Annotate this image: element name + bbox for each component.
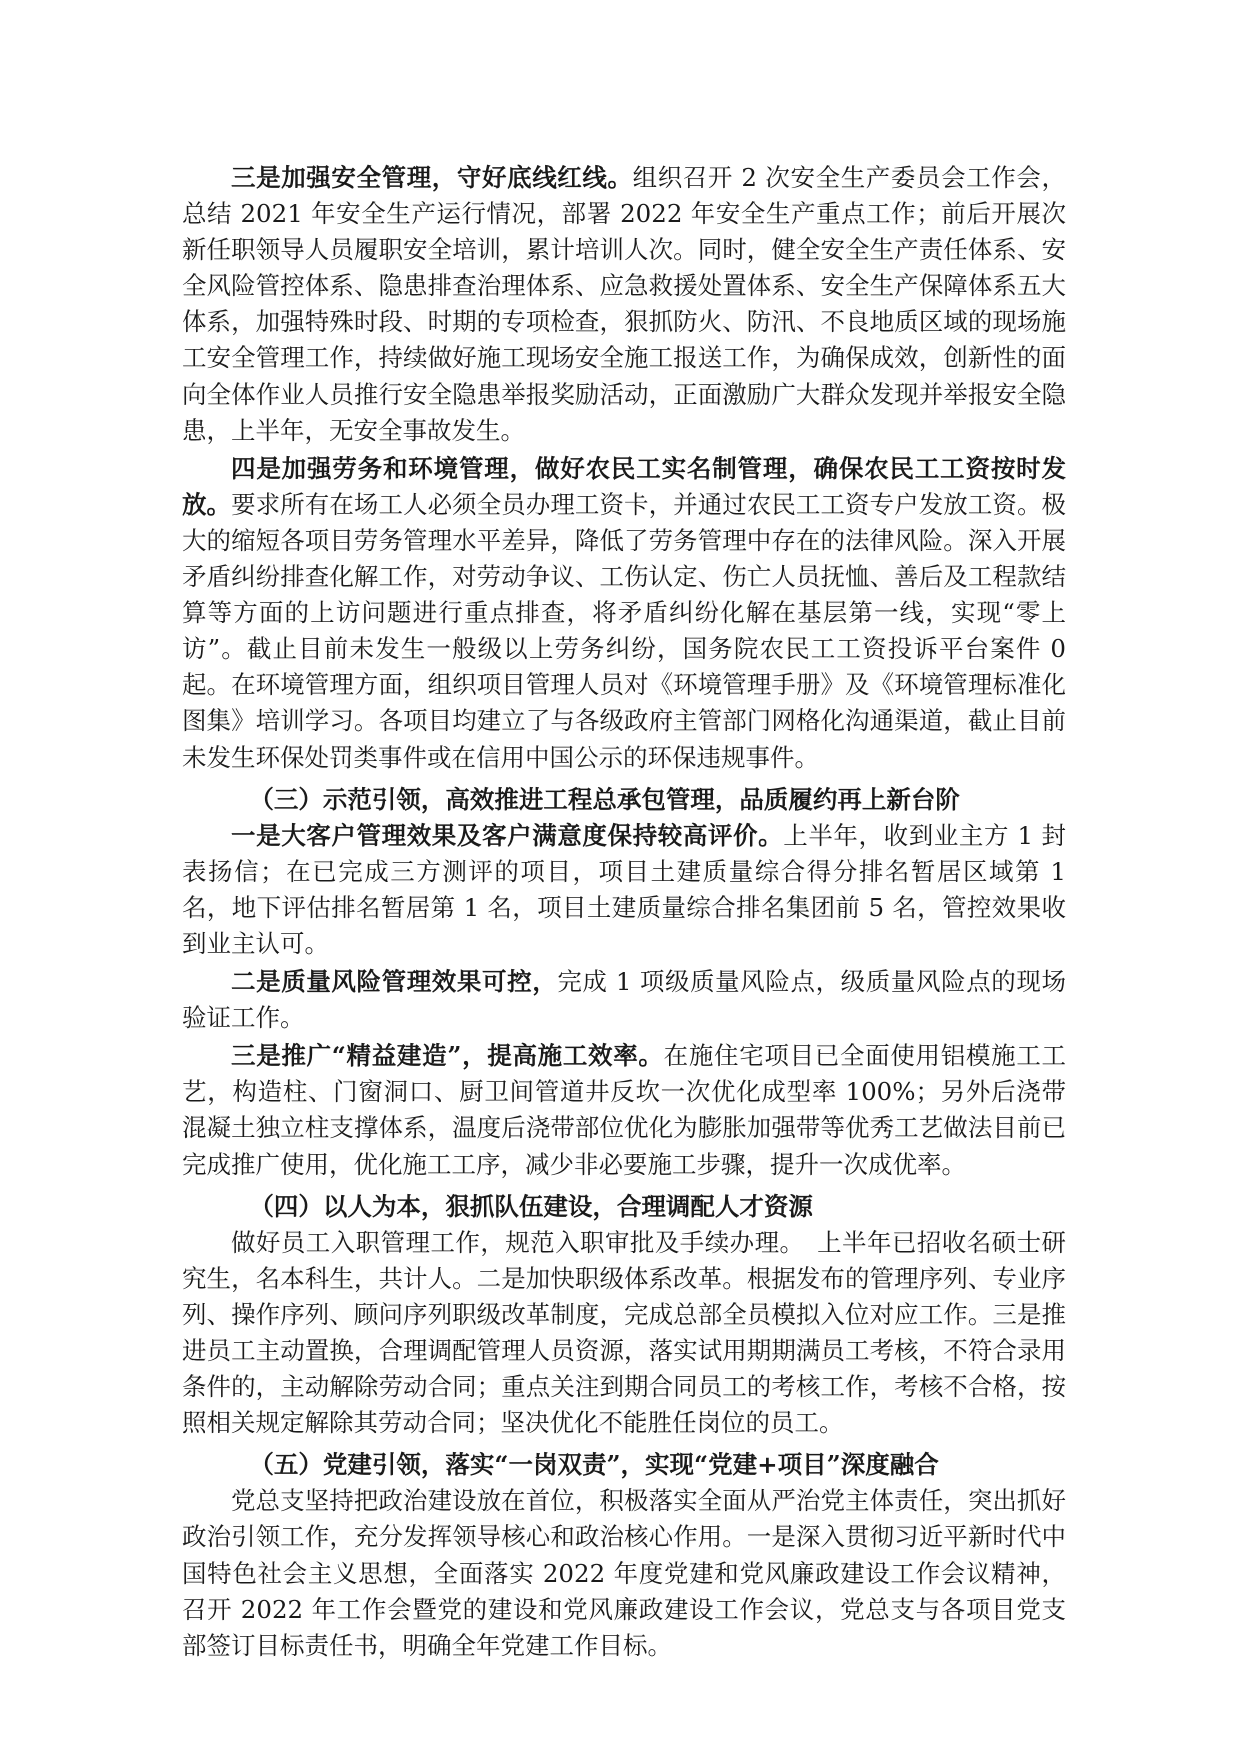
paragraph-quality-risk (182, 964, 1066, 1036)
paragraph-lead: 二是质量风险管理效果可控， (231, 967, 558, 997)
paragraph-lead: 四是加强劳务和环境管理，做好农民工实名制管理，确保农民工工资按时发放。 (182, 453, 1066, 519)
paragraph-lean-construction (182, 1038, 1066, 1182)
paragraph-staff-onboarding (182, 1225, 1066, 1442)
paragraph-body: 组织召开 2 次安全生产委员会工作会，总结 2021 年安全生产运行情况，部署 2022 年安全生产重点工作；前后开展次新任职领导人员履职安全培训，累计培训人次。同时，健全安全生产责任体系、安全风险管控体系、隐患排查治理体系、应急救援处置体系、安全生产保障体系五大体系，加强特殊时段、时期的专项检查，狠抓防火、防汛、不良地质区域的现场施工安全管理工作，持续做好施工现场安全施工报送工作，为确保成效，创新性的面向全体作业人员推行安全隐患举报奖励活动，正面激励广大群众发现并举报安全隐患，上半年，无安全事故发生。 (182, 163, 1067, 445)
paragraph-body: 要求所有在场工人必须全员办理工资卡，并通过农民工工资专户发放工资。极大的缩短各项目劳务管理水平差异，降低了劳务管理中存在的法律风险。深入开展矛盾纠纷排查化解工作，对劳动争议、工伤认定、伤亡人员抚恤、善后及工程款结算等方面的上访问题进行重点排查，将矛盾纠纷化解在基层第一线，实现“零上访”。截止目前未发生一般级以上劳务纠纷，国务院农民工工资投诉平台案件 0 起。在环境管理方面，组织项目管理人员对《环境管理手册》及《环境管理标准化图集》培训学习。各项目均建立了与各级政府主管部门网格化沟通渠道，截止目前未发生环保处罚类事件或在信用中国公示的环保违规事件。 (182, 489, 1067, 772)
paragraph-safety-management (182, 160, 1066, 449)
paragraph-lead: 三是加强安全管理，守好底线红线。 (231, 163, 633, 192)
section-heading-3: （三）示范引领，高效推进工程总承包管理，品质履约再上新台阶 (249, 784, 960, 814)
document-page (182, 160, 1066, 1664)
paragraph-body: 完成 1 项级质量风险点，级质量风险点的现场验证工作。 (182, 967, 1066, 1033)
paragraph-lead: 一是大客户管理效果及客户满意度保持较高评价。 (231, 820, 784, 850)
paragraph-customer-management (182, 818, 1066, 962)
paragraph-party-building (182, 1483, 1066, 1663)
paragraph-body: 做好员工入职管理工作，规范入职审批及手续办理。 上半年已招收名硕士研究生，名本科生，共计人。二是加快职级体系改革。根据发布的管理序列、专业序列、操作序列、顾问序列职级改革制度，完成总部全员模拟入位对应工作。三是推进员工主动置换，合理调配管理人员资源，落实试用期期满员工考核，不符合录用条件的，主动解除劳动合同；重点关注到期合同员工的考核工作，考核不合格，按照相关规定解除其劳动合同；坚决优化不能胜任岗位的员工。 (182, 1227, 1066, 1438)
paragraph-body: 在施住宅项目已全面使用铝模施工工艺，构造柱、门窗洞口、厨卫间管道井反坎一次优化成型率 100%；另外后浇带混凝土独立柱支撑体系，温度后浇带部位优化为膨胀加强带等优秀工艺做法目前已完成推广使用，优化施工工序，减少非必要施工步骤，提升一次成优率。 (182, 1041, 1067, 1179)
paragraph-labor-environment (182, 451, 1066, 776)
section-heading-4: （四）以人为本，狠抓队伍建设，合理调配人才资源 (249, 1191, 813, 1221)
section-heading-5: （五）党建引领，落实“一岗双责”，实现“党建+项目”深度融合 (249, 1450, 939, 1480)
paragraph-lead: 三是推广“精益建造”，提高施工效率。 (231, 1041, 664, 1071)
paragraph-body: 上半年，收到业主方 1 封表扬信；在已完成三方测评的项目，项目土建质量综合得分排名暂居区域第 1 名，地下评估排名暂居第 1 名，项目土建质量综合排名集团前 5 名，管控效果收到业主认可。 (182, 820, 1066, 958)
paragraph-body: 党总支坚持把政治建设放在首位，积极落实全面从严治党主体责任，突出抓好政治引领工作，充分发挥领导核心和政治核心作用。一是深入贯彻习近平新时代中国特色社会主义思想，全面落实 2022 年度党建和党风廉政建设工作会议精神，召开 2022 年工作会暨党的建设和党风廉政建设工作会议，党总支与各项目党支部签订目标责任书，明确全年党建工作目标。 (182, 1486, 1066, 1660)
